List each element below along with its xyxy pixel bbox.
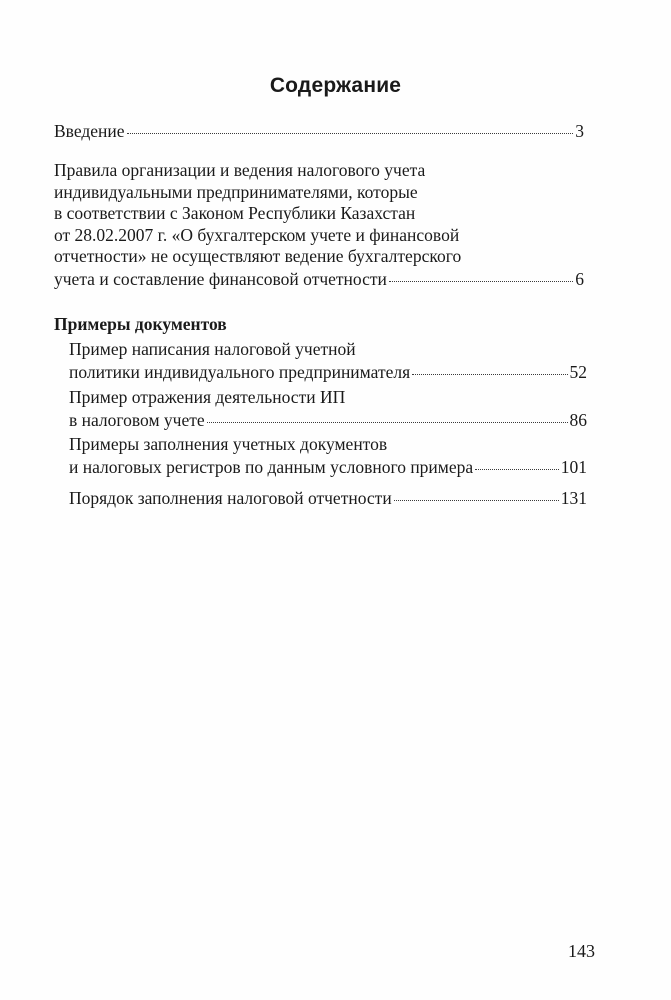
toc-page-number: 52	[569, 362, 587, 382]
page-number: 143	[568, 941, 595, 961]
toc-entry-line: от 28.02.2007 г. «О бухгалтерском учете и финансовой	[54, 224, 460, 245]
toc-entry-title: Порядок заполнения налоговой отчетности	[69, 487, 392, 508]
toc-page-number: 131	[560, 487, 587, 508]
toc-page-number: 3	[575, 120, 584, 141]
toc-entry-last-line	[54, 268, 584, 291]
dot-leader	[389, 268, 573, 286]
toc-entry-line: Пример написания налоговой учетной	[69, 339, 356, 359]
dot-leader	[412, 361, 567, 379]
toc-entry-title: и налоговых регистров по данным условного примера	[69, 457, 474, 477]
toc-entry-rules[interactable]	[54, 160, 584, 291]
toc-entry-tax-policy[interactable]	[69, 339, 587, 384]
toc-page-number: 6	[575, 269, 584, 289]
toc-entry-line: Пример отражения деятельности ИП	[69, 387, 346, 407]
toc-entry-line: Примеры заполнения учетных документов	[69, 434, 388, 454]
toc-entry-line: Правила организации и ведения налогового учета	[54, 160, 426, 180]
toc-entry-last-line	[69, 486, 587, 509]
dot-leader	[127, 119, 574, 137]
page-title: Содержание	[269, 74, 402, 97]
toc-entry-tax-reporting[interactable]	[69, 486, 587, 509]
toc-entry-filling-documents[interactable]	[69, 434, 587, 479]
toc-entry-last-line	[69, 361, 587, 384]
toc-entry-last-line	[54, 119, 584, 142]
dot-leader	[207, 409, 568, 427]
toc-entry-line: индивидуальными предпринимателями, которые	[54, 181, 418, 202]
toc-entry-title: учета и составление финансовой отчетности	[54, 269, 387, 289]
toc-entry-title: Введение	[54, 120, 125, 141]
toc-entry-title: политики индивидуального предпринимателя	[69, 362, 411, 382]
toc-entry-title: в налоговом учете	[69, 410, 205, 430]
toc-entry-line: отчетности» не осуществляют ведение бухгалтерского	[54, 246, 462, 266]
toc-entry-last-line	[69, 409, 587, 432]
toc-entry-line: в соответствии с Законом Республики Казахстан	[54, 203, 416, 223]
toc-entry-ip-activity[interactable]	[69, 387, 587, 432]
toc-entry-last-line	[69, 456, 587, 479]
toc-page-number: 101	[560, 457, 587, 477]
dot-leader	[475, 456, 559, 474]
dot-leader	[394, 486, 559, 504]
section-heading: Примеры документов	[54, 314, 227, 334]
toc-entry-intro[interactable]	[54, 119, 584, 142]
toc-page-number: 86	[569, 410, 587, 430]
